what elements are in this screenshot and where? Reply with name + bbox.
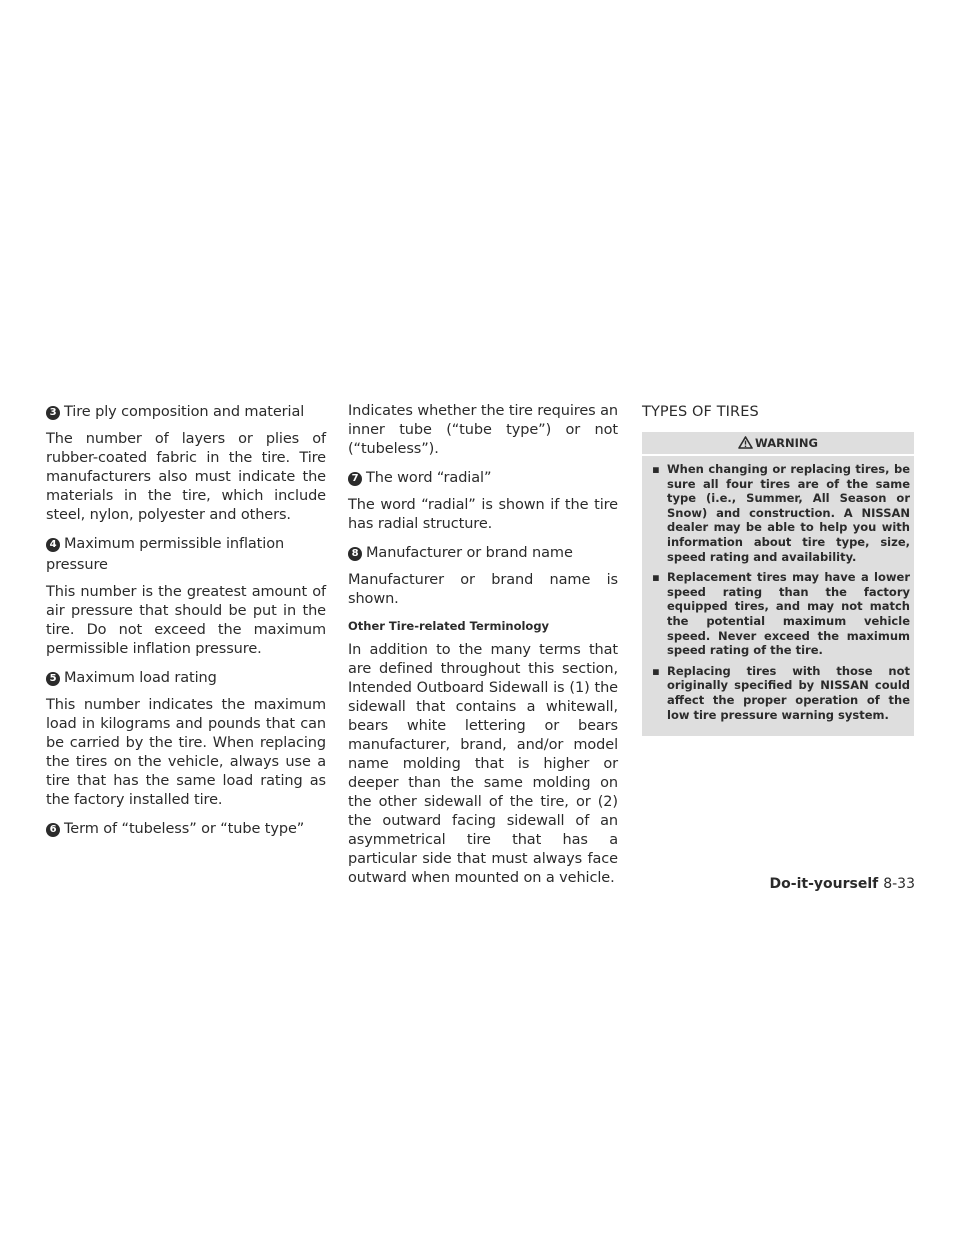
number-8-icon: 8 [348, 547, 362, 561]
number-6-icon: 6 [46, 823, 60, 837]
warning-header [642, 432, 914, 456]
warning-item-1-text: When changing or replacing tires, be sure all four tires are of the same type (i.e., Summer, All Season or Snow) and construction. A NISSAN dealer may be able to help you with information about tire type, size, speed rating and availability. [667, 462, 910, 564]
warning-label: WARNING [755, 436, 818, 450]
item-7-heading-text: The word “radial” [366, 470, 492, 486]
item-3-heading [46, 402, 326, 423]
warning-item-2 [650, 570, 910, 658]
item-5-heading-text: Maximum load rating [64, 670, 217, 686]
number-3-icon: 3 [46, 406, 60, 420]
item-6-heading [46, 819, 326, 840]
warning-item-1 [650, 462, 910, 564]
item-6-text: Indicates whether the tire requires an inner tube (“tube type”) or not (“tubeless”). [348, 403, 618, 457]
warning-list [642, 462, 914, 722]
section-title: TYPES OF TIRES [642, 404, 759, 420]
terminology-text: In addition to the many terms that are defined throughout this section, Intended Outboard Sidewall is (1) the sidewall that contains a whitewall, bears white lettering or bears manufacturer, brand, and/or model name molding that is higher or deeper than the same molding on the other sidewall of the tire, or (2) the outward facing sidewall of an asymmetrical tire that has a particular side that must always face outward when mounted on a vehicle. [348, 642, 618, 886]
bullet-icon: ▪ [652, 663, 660, 678]
warning-box [642, 432, 914, 736]
item-7-heading [348, 468, 618, 489]
item-4-text: This number is the greatest amount of air pressure that should be put in the tire. Do not exceed the maximum permissible inflation pressure. [46, 584, 326, 657]
terminology-heading: Other Tire-related Terminology [348, 619, 550, 633]
bullet-icon: ▪ [652, 462, 660, 476]
warning-item-2-text: Replacement tires may have a lower speed rating than the factory equipped tires, and may not match the potential maximum vehicle speed. Never exceed the maximum speed rating of the tire. [667, 570, 910, 658]
item-4-heading-text: Maximum permissible inflation pressure [46, 536, 285, 573]
warning-item-3 [650, 664, 910, 722]
item-3-text: The number of layers or plies of rubber-coated fabric in the tire. Tire manufacturers also must indicate the materials in the tire, which include steel, nylon, polyester and others. [46, 431, 326, 523]
item-5-text: This number indicates the maximum load in kilograms and pounds that can be carried by the tire. When replacing the tires on the vehicle, always use a tire that has the same load rating as the factory installed tire. [46, 697, 326, 808]
warning-item-3-text: Replacing tires with those not originally specified by NISSAN could affect the proper operation of the low tire pressure warning system. [667, 663, 910, 722]
column-2 [348, 402, 618, 897]
item-8-heading-text: Manufacturer or brand name [366, 545, 573, 561]
number-5-icon: 5 [46, 672, 60, 686]
item-8-heading [348, 543, 618, 564]
warning-triangle-icon [738, 434, 753, 456]
page-number: 8-33 [883, 876, 915, 892]
page-footer [770, 876, 915, 892]
item-8-text: Manufacturer or brand name is shown. [348, 572, 618, 607]
number-7-icon: 7 [348, 472, 362, 486]
footer-section-name: Do-it-yourself [769, 876, 879, 892]
number-4-icon: 4 [46, 538, 60, 552]
item-6-heading-text: Term of “tubeless” or “tube type” [64, 821, 305, 837]
item-3-heading-text: Tire ply composition and material [64, 404, 305, 420]
item-5-heading [46, 668, 326, 689]
column-1 [46, 402, 326, 847]
item-4-heading [46, 534, 326, 576]
item-7-text: The word “radial” is shown if the tire has radial structure. [348, 497, 618, 532]
bullet-icon: ▪ [652, 570, 660, 585]
column-3 [642, 402, 914, 736]
